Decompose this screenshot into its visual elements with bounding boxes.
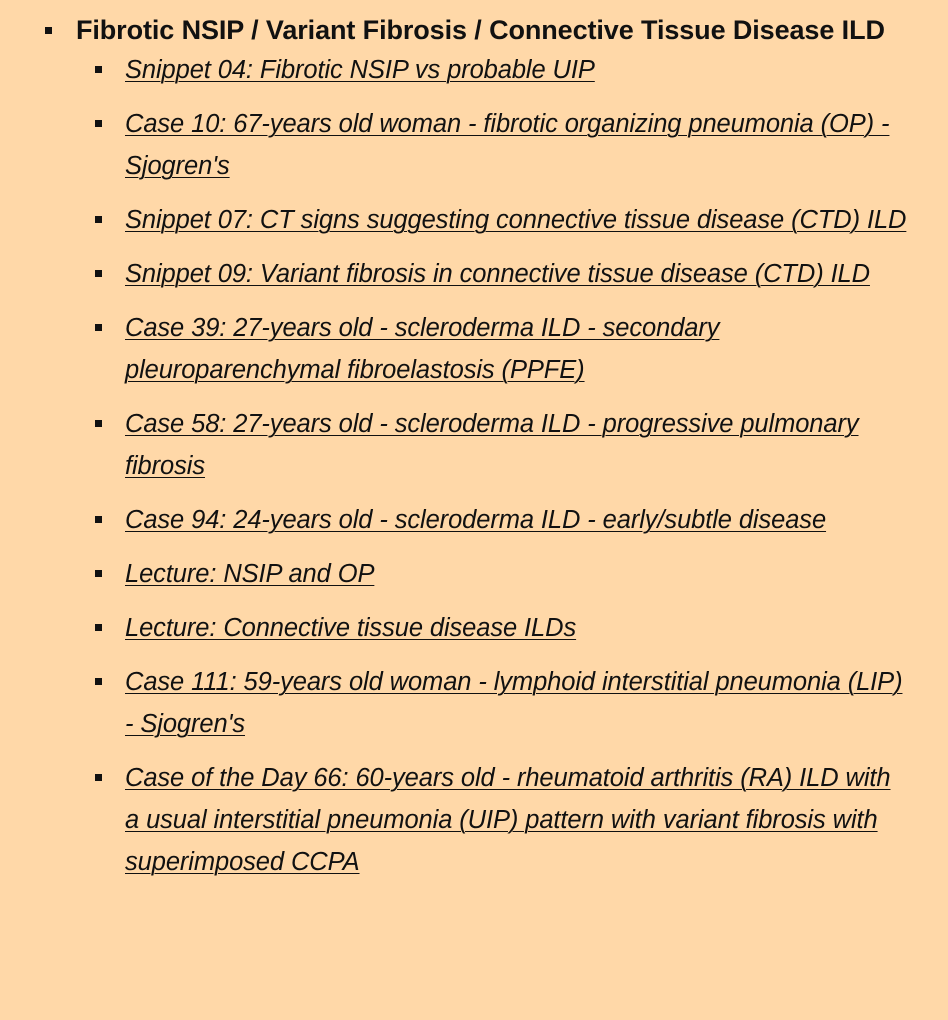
list-item — [76, 103, 948, 187]
square-bullet-icon — [95, 624, 102, 631]
link-case-of-the-day-66[interactable]: Case of the Day 66: 60-years old - rheumatoid arthritis (RA) ILD with a usual interstitial pneumonia (UIP) pattern with variant fibrosis with superimposed CCPA — [125, 764, 891, 876]
square-bullet-icon — [95, 270, 102, 277]
list-item — [76, 403, 948, 487]
link-snippet-07[interactable]: Snippet 07: CT signs suggesting connective tissue disease (CTD) ILD — [125, 206, 907, 234]
square-bullet-icon — [95, 120, 102, 127]
link-list — [76, 49, 948, 883]
square-bullet-icon — [95, 420, 102, 427]
square-bullet-icon — [95, 66, 102, 73]
link-snippet-04[interactable]: Snippet 04: Fibrotic NSIP vs probable UIP — [125, 56, 595, 84]
link-lecture-ctd-ild[interactable]: Lecture: Connective tissue disease ILDs — [125, 614, 577, 642]
square-bullet-icon — [95, 324, 102, 331]
link-case-10[interactable]: Case 10: 67-years old woman - fibrotic organizing pneumonia (OP) - Sjogren's — [125, 110, 890, 180]
square-bullet-icon — [45, 27, 52, 34]
list-item — [76, 607, 948, 649]
list-item — [76, 757, 948, 883]
list-item — [76, 49, 948, 91]
square-bullet-icon — [95, 216, 102, 223]
list-item — [76, 499, 948, 541]
list-item — [76, 553, 948, 595]
link-case-58[interactable]: Case 58: 27-years old - scleroderma ILD - progressive pulmonary fibrosis — [125, 410, 859, 480]
list-item — [76, 307, 948, 391]
square-bullet-icon — [95, 570, 102, 577]
square-bullet-icon — [95, 516, 102, 523]
link-case-39[interactable]: Case 39: 27-years old - scleroderma ILD - secondary pleuroparenchymal fibroelastosis (PPFE) — [125, 314, 720, 384]
link-lecture-nsip-op[interactable]: Lecture: NSIP and OP — [125, 560, 375, 588]
list-item — [76, 253, 948, 295]
square-bullet-icon — [95, 774, 102, 781]
link-case-111[interactable]: Case 111: 59-years old woman - lymphoid interstitial pneumonia (LIP) - Sjogren's — [125, 668, 903, 738]
section-title: Fibrotic NSIP / Variant Fibrosis / Connective Tissue Disease ILD — [76, 15, 885, 45]
link-snippet-09[interactable]: Snippet 09: Variant fibrosis in connective tissue disease (CTD) ILD — [125, 260, 870, 288]
square-bullet-icon — [95, 678, 102, 685]
link-case-94[interactable]: Case 94: 24-years old - scleroderma ILD - early/subtle disease — [125, 506, 827, 534]
list-item — [76, 661, 948, 745]
list-item — [76, 199, 948, 241]
